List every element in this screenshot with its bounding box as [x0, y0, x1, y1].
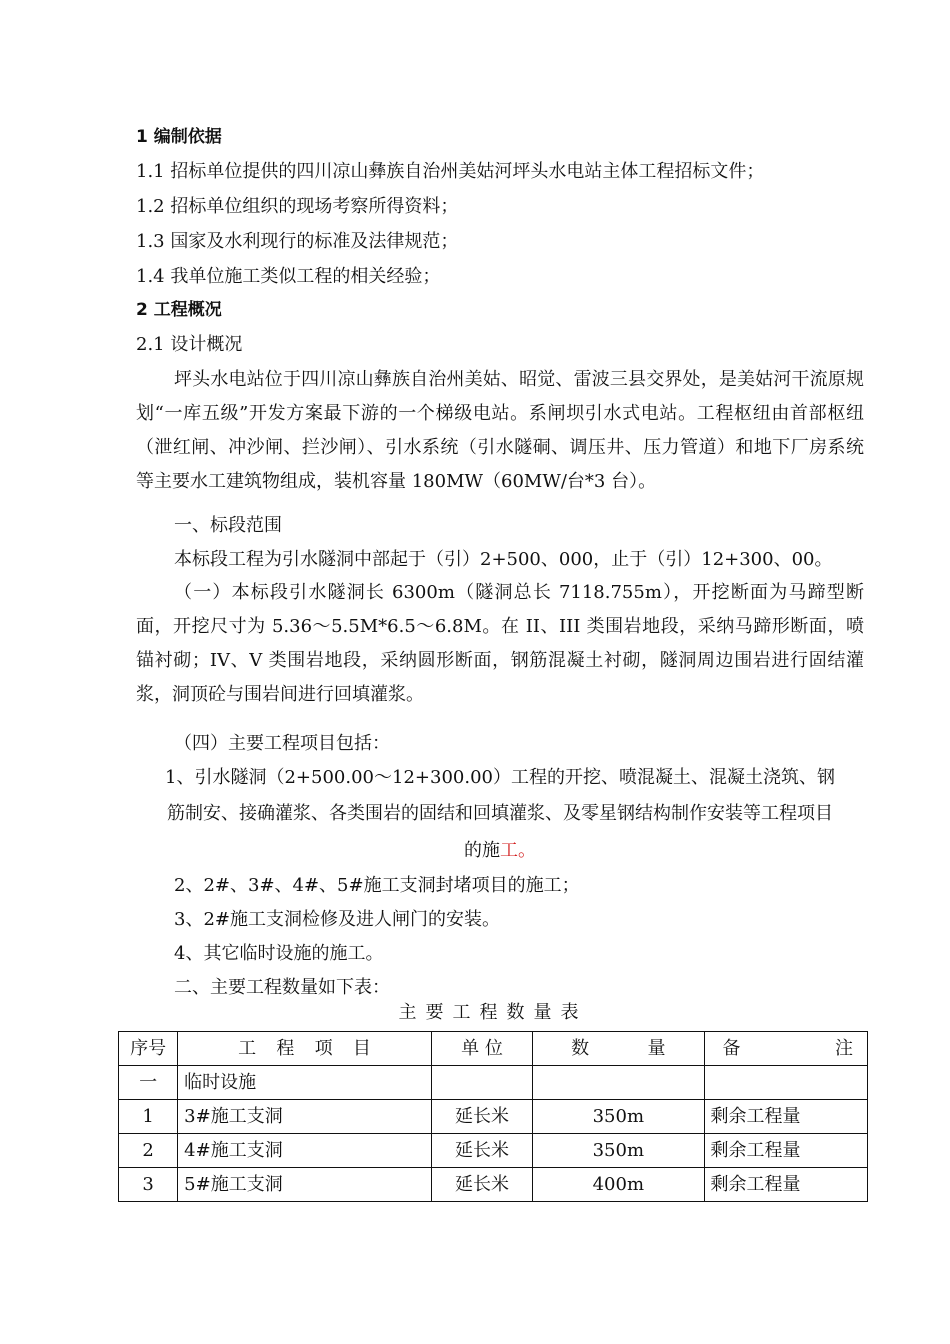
quantity-intro: 二、主要工程数量如下表： — [174, 977, 390, 998]
cell-unit: 延长米 — [431, 1100, 532, 1134]
section2-heading: 2 工程概况 — [136, 300, 222, 320]
cell-qty: 400m — [533, 1168, 704, 1202]
cell-note: 剩余工程量 — [704, 1134, 867, 1168]
header-item: 工 程 项 目 — [178, 1032, 432, 1066]
item2: 2、2#、3#、4#、5#施工支洞封堵项目的施工； — [174, 875, 580, 896]
cell-seq: 3 — [119, 1168, 178, 1202]
overview-paragraph: 坪头水电站位于四川凉山彝族自治州美姑、昭觉、雷波三县交界处，是美姑河干流原规划“一库五级”开发方案最下游的一个梯级电站。系闸坝引水式电站。工程枢纽由首部枢纽（泄红闸、冲沙闸、拦沙闸）、引水系统（引水隧硐、调压井、压力管道）和地下厂房系统等主要水工建筑物组成，装机容量 180MW（60MW/台*3 台）。 — [136, 369, 864, 492]
cell-unit: 延长米 — [431, 1134, 532, 1168]
scope-line: 本标段工程为引水隧洞中部起于（引）2+500、000，止于（引）12+300、00。 — [174, 549, 833, 570]
table-row — [119, 1066, 868, 1100]
basis-item-3: 1.3 国家及水利现行的标准及法律规范； — [136, 231, 459, 252]
cell-qty: 350m — [533, 1134, 704, 1168]
item1-line3 — [136, 834, 864, 868]
header-unit: 单 位 — [431, 1032, 532, 1066]
table-row — [119, 1168, 868, 1202]
table-row — [119, 1134, 868, 1168]
basis-item-2: 1.2 招标单位组织的现场考察所得资料； — [136, 196, 459, 217]
cell-unit: 延长米 — [431, 1168, 532, 1202]
header-qty: 数 量 — [533, 1032, 704, 1066]
table-title: 主要工程数量表 — [398, 1002, 588, 1023]
table-row — [119, 1100, 868, 1134]
cell-item: 临时设施 — [178, 1066, 432, 1100]
cell-seq: 一 — [119, 1066, 178, 1100]
item3: 3、2#施工支洞检修及进人闸门的安装。 — [174, 909, 500, 930]
header-note: 备 注 — [704, 1032, 867, 1066]
cell-note: 剩余工程量 — [704, 1100, 867, 1134]
item1-line2: 筋制安、接确灌浆、各类围岩的固结和回填灌浆、及零星钢结构制作安装等工程项目 — [167, 803, 833, 824]
cell-item: 3#施工支洞 — [178, 1100, 432, 1134]
section2-subheading: 2.1 设计概况 — [136, 334, 243, 355]
cell-qty — [533, 1066, 704, 1100]
header-seq: 序号 — [119, 1032, 178, 1066]
cell-note: 剩余工程量 — [704, 1168, 867, 1202]
tunnel-paragraph: （一）本标段引水隧洞长 6300m（隧洞总长 7118.755m），开挖断面为马蹄型断面，开挖尺寸为 5.36～5.5M*6.5～6.8M。在 II、III 类围岩地段，采纳马蹄形断面，喷锚衬砌；IV、V 类围岩地段，采纳圆形断面，钢筋混凝土衬砌，隧洞周边围岩进行固结灌浆，洞顶砼与围岩间进行回填灌浆。 — [136, 582, 864, 705]
item4: 4、其它临时设施的施工。 — [174, 943, 384, 964]
cell-seq: 2 — [119, 1134, 178, 1168]
section1-heading: 1 编制依据 — [136, 127, 222, 147]
cell-unit — [431, 1066, 532, 1100]
cell-qty: 350m — [533, 1100, 704, 1134]
cell-item: 5#施工支洞 — [178, 1168, 432, 1202]
item1-line1: 1、引水隧洞（2+500.00～12+300.00）工程的开挖、喷混凝土、混凝土浇筑、钢 — [165, 767, 835, 788]
item1-line3-red-text: 工。 — [500, 840, 536, 861]
cell-seq: 1 — [119, 1100, 178, 1134]
cell-note — [704, 1066, 867, 1100]
basis-item-4: 1.4 我单位施工类似工程的相关经验； — [136, 266, 441, 287]
basis-item-1: 1.1 招标单位提供的四川凉山彝族自治州美姑河坪头水电站主体工程招标文件； — [136, 161, 765, 182]
item1-line3-text: 的施 — [464, 840, 500, 861]
cell-item: 4#施工支洞 — [178, 1134, 432, 1168]
table-header-row — [119, 1032, 868, 1066]
main-items-title: （四）主要工程项目包括： — [174, 733, 390, 754]
scope-title: 一、标段范围 — [174, 515, 282, 536]
quantity-table — [118, 1031, 868, 1202]
